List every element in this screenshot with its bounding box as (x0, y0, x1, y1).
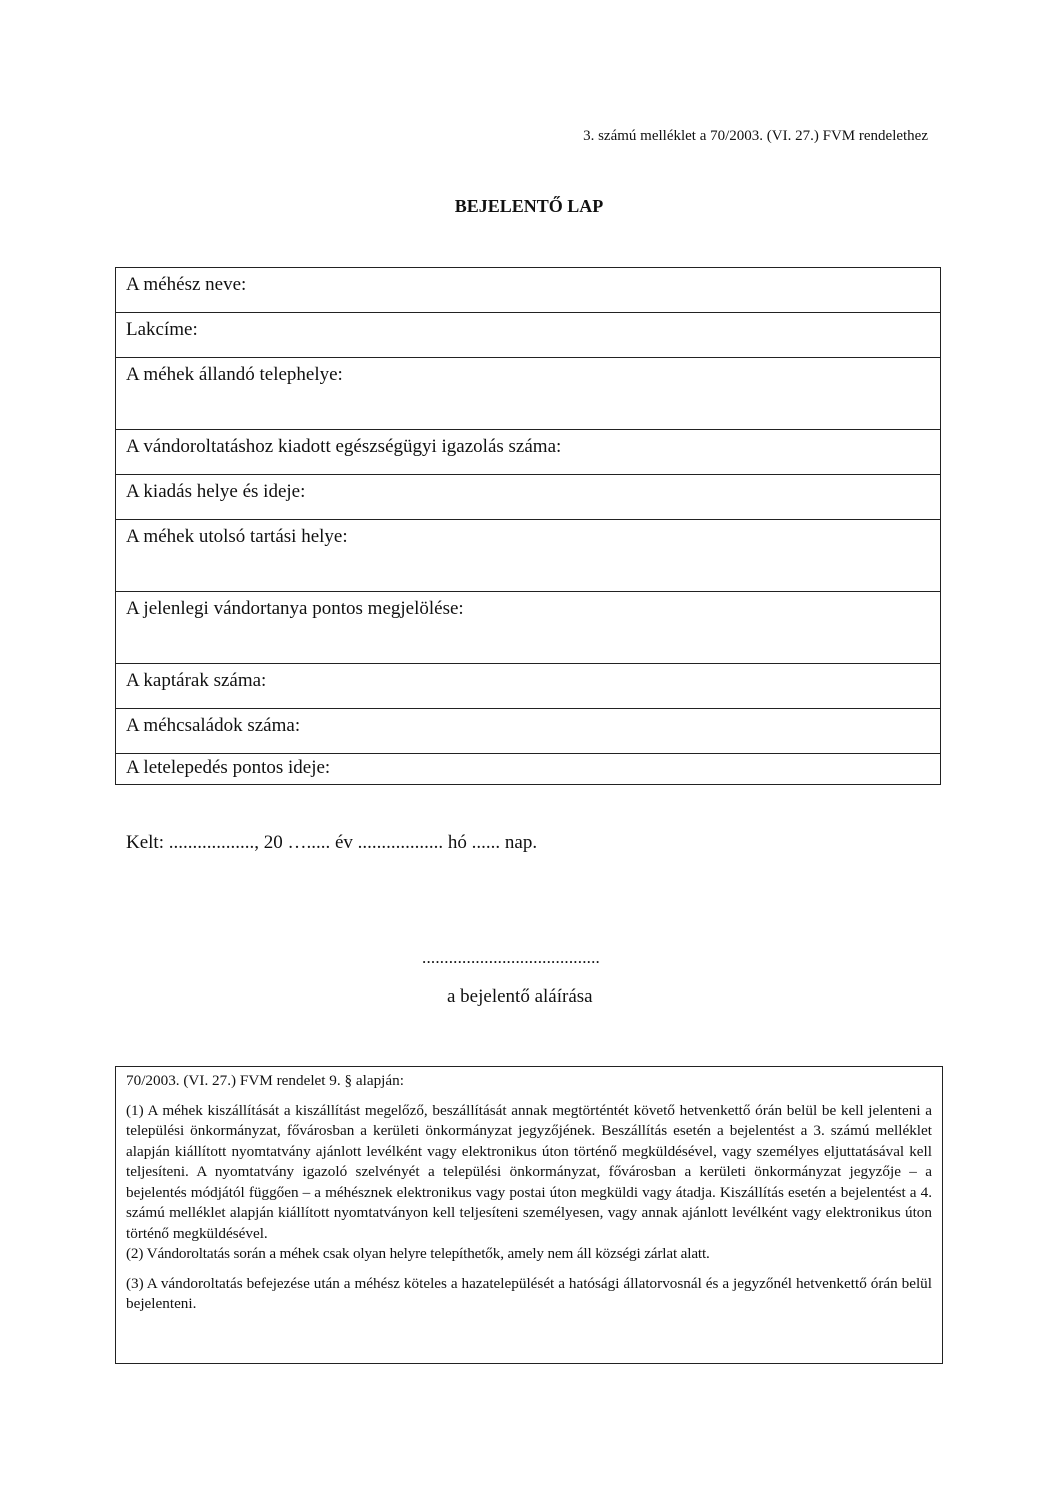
form-field-label: A méhcsaládok száma: (116, 709, 941, 754)
form-field-label: A kaptárak száma: (116, 664, 941, 709)
form-row-current-migratory-site[interactable] (116, 592, 941, 664)
registration-form-table (115, 267, 941, 785)
form-field-label: A méhek utolsó tartási helye: (116, 520, 941, 592)
date-line[interactable]: Kelt: .................., 20 …..... év .................. hó ...... nap. (126, 832, 538, 853)
annex-reference: 3. számú melléklet a 70/2003. (VI. 27.) FVM rendelethez (583, 128, 928, 144)
form-row-address[interactable] (116, 313, 941, 358)
legal-paragraph-2: (2) Vándoroltatás során a méhek csak olyan helyre telepíthetők, amely nem áll községi zárlat alatt. (126, 1245, 710, 1262)
form-field-label: A méhész neve: (116, 268, 941, 313)
form-row-settlement-time[interactable] (116, 754, 941, 785)
form-row-permanent-site[interactable] (116, 358, 941, 430)
form-row-health-certificate-number[interactable] (116, 430, 941, 475)
legal-notice-box (115, 1066, 943, 1364)
legal-paragraph-1: (1) A méhek kiszállítását a kiszállítást megelőző, beszállítását annak megtörténtét követő hetvenkettő órán belül be kell jelenteni a települési önkormányzat, fővárosban a kerületi önkormányzat jegyzőjének. Beszállítás esetén a bejelentést a 3. számú melléklet alapján kiállított nyomtatvány ajánlott levélként vagy elektronikus úton történő megküldésével, vagy személyes eljuttatásával kell teljesíteni. A nyomtatvány igazoló szelvényét a települési önkormányzat, fővárosban a kerületi önkormányzat jegyzője – a bejelentés módjától függően – a méhésznek elektronikus vagy postai úton megküldi vagy átadja. Kiszállítás esetén a bejelentést a 4. számú melléklet alapján kiállított nyomtatványon kell teljesíteni személyesen, vagy annak ajánlott levélként vagy elektronikus úton történő megküldésével. (126, 1101, 932, 1242)
form-field-label: A méhek állandó telephelye: (116, 358, 941, 430)
form-row-hive-count[interactable] (116, 664, 941, 709)
form-field-label: A kiadás helye és ideje: (116, 475, 941, 520)
form-row-colony-count[interactable] (116, 709, 941, 754)
form-field-label: A letelepedés pontos ideje: (116, 754, 941, 785)
signature-line[interactable]: ........................................ (422, 948, 600, 967)
legal-paragraph-3: (3) A vándoroltatás befejezése után a méhész köteles a hazatelepülését a hatósági állatorvosnál és a jegyzőnél hetvenkettő órán belül bejelenteni. (126, 1274, 932, 1312)
legal-notice-heading: 70/2003. (VI. 27.) FVM rendelet 9. § alapján: (126, 1072, 404, 1089)
form-field-label: Lakcíme: (116, 313, 941, 358)
form-field-label: A vándoroltatáshoz kiadott egészségügyi igazolás száma: (116, 430, 941, 475)
form-row-issue-place-date[interactable] (116, 475, 941, 520)
form-row-last-keeping-place[interactable] (116, 520, 941, 592)
form-row-beekeeper-name[interactable] (116, 268, 941, 313)
page-title: BEJELENTŐ LAP (454, 196, 604, 216)
form-field-label: A jelenlegi vándortanya pontos megjelölése: (116, 592, 941, 664)
signature-label: a bejelentő aláírása (447, 986, 593, 1007)
